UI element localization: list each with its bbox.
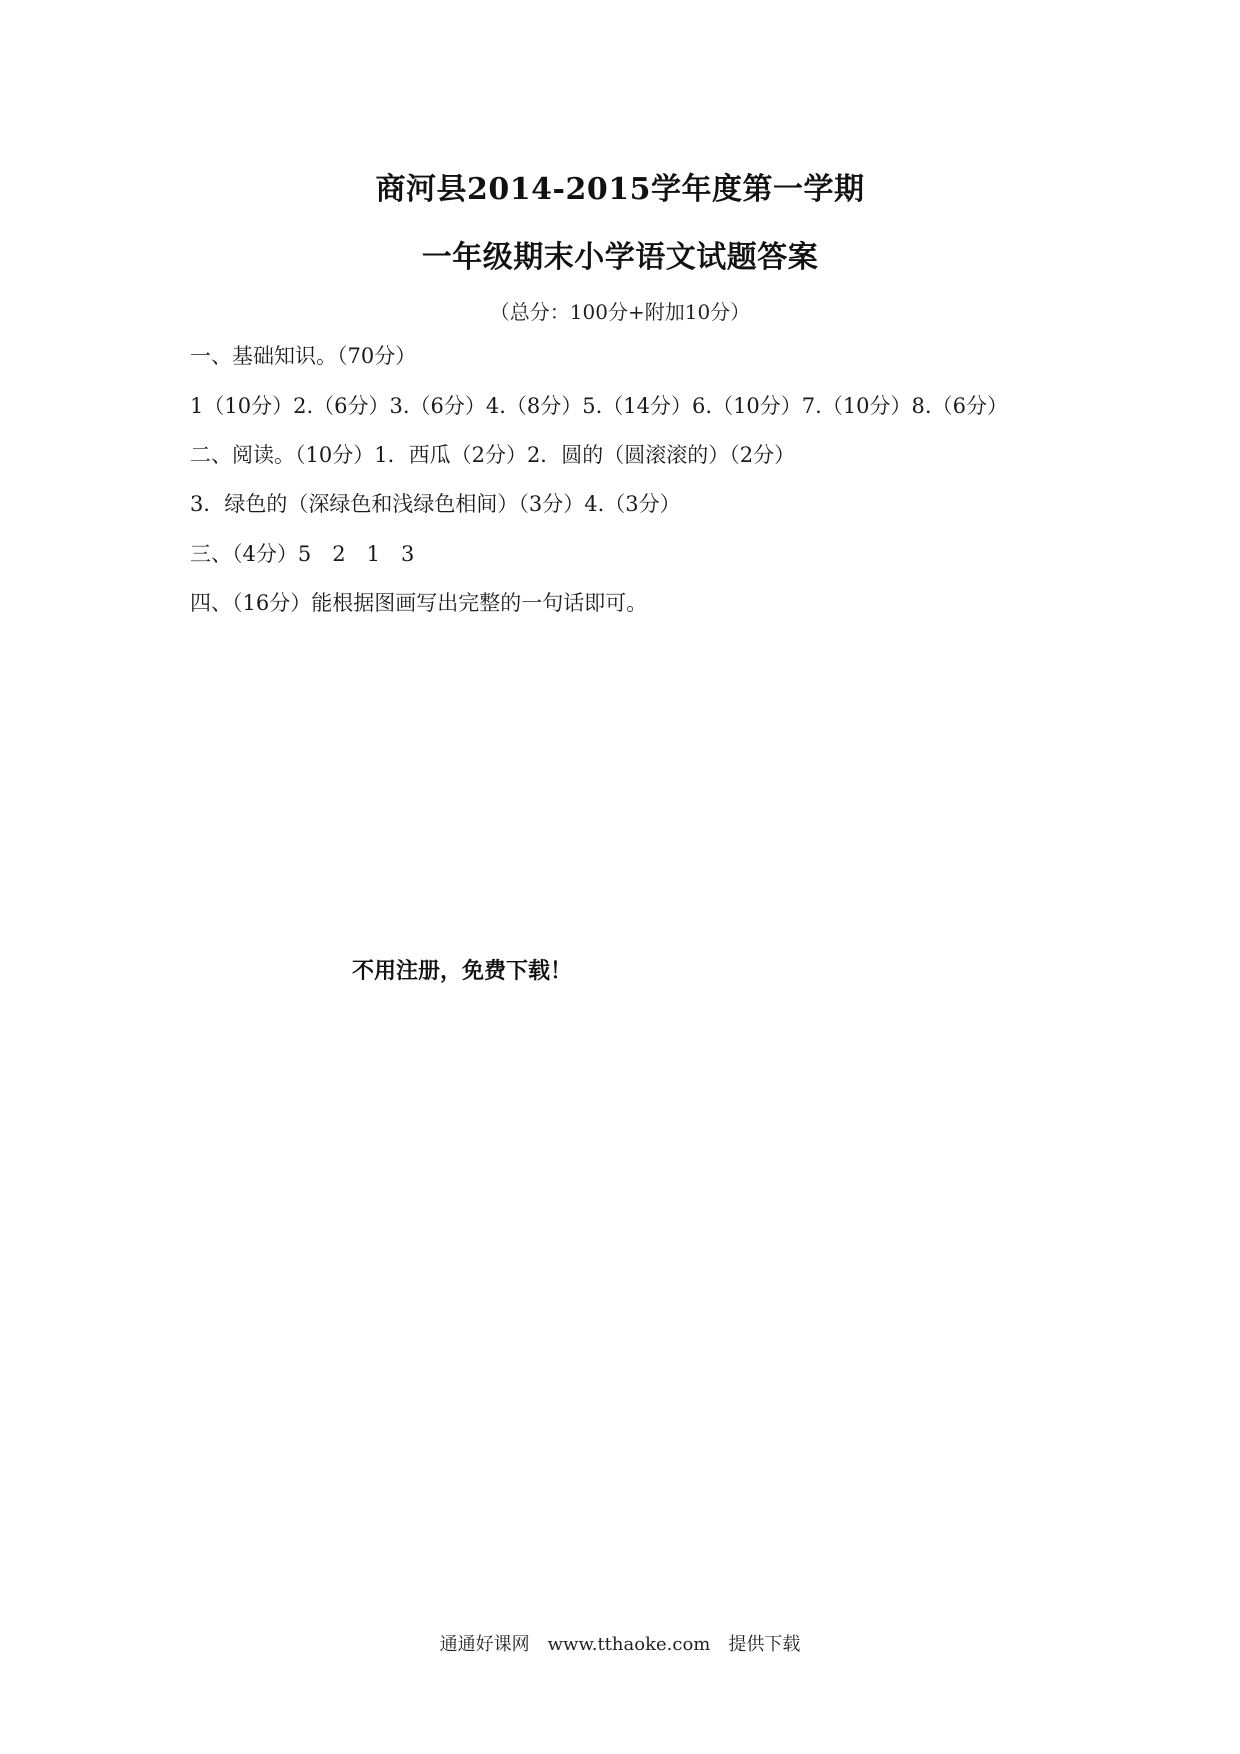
answer-line-basic-knowledge: 一、基础知识。（70分）: [190, 344, 417, 368]
page-footer: 通通好课网 www.tthaoke.com 提供下载: [439, 1634, 801, 1655]
promo-text: 不用注册，免费下载！: [352, 959, 573, 984]
score-note: （总分：100分+附加10分）: [489, 300, 751, 324]
document-title: 商河县2014-2015学年度第一学期: [375, 172, 865, 207]
answer-line-reading-continued: 3．绿色的（深绿色和浅绿色相间）（3分）4.（3分）: [190, 492, 681, 516]
answer-line-ordering: 三、（4分）5 2 1 3: [190, 542, 415, 566]
document-subtitle-title: 一年级期末小学语文试题答案: [421, 240, 819, 275]
answer-line-basic-scores: 1（10分）2.（6分）3.（6分）4.（8分）5.（14分）6.（10分）7.（10分）8.（6分）: [190, 394, 1008, 418]
answer-line-reading: 二、阅读。（10分）1．西瓜（2分）2．圆的（圆滚滚的）（2分）: [190, 443, 796, 467]
answer-line-writing: 四、（16分）能根据图画写出完整的一句话即可。: [190, 591, 648, 615]
